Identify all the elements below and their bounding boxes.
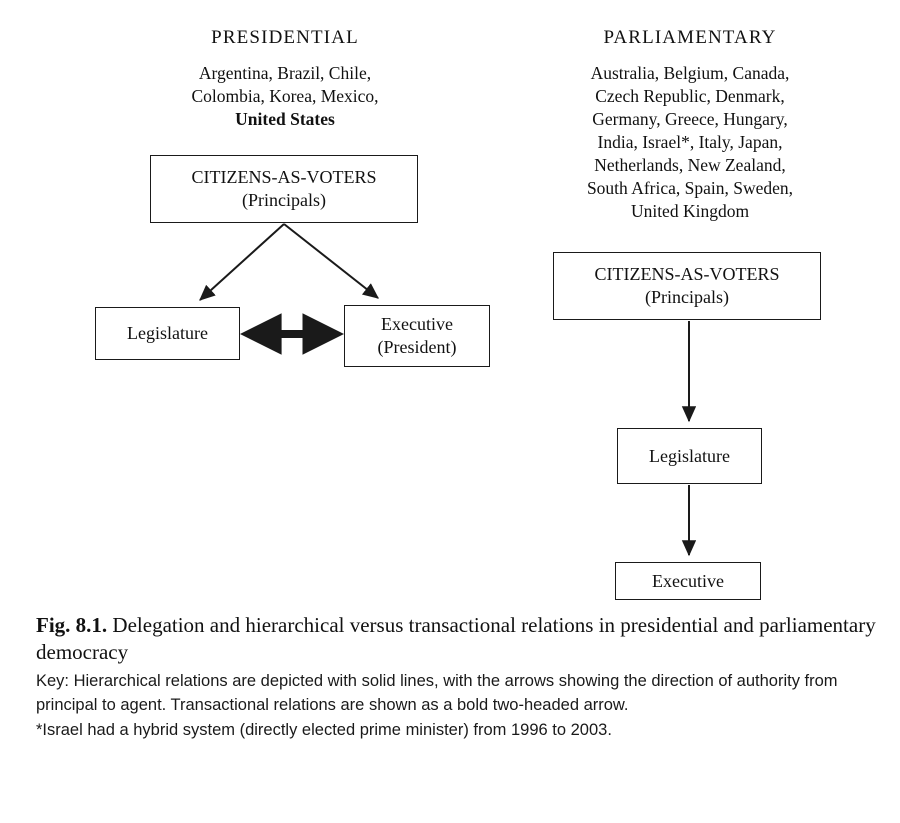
country-line: India, Israel*, Italy, Japan, (597, 132, 783, 152)
country-line: Argentina, Brazil, Chile, (198, 63, 372, 83)
box-executive-parliamentary (615, 562, 761, 600)
box-line-1: Executive (381, 314, 453, 334)
country-list-parliamentary (540, 62, 840, 223)
figure-caption (36, 612, 876, 742)
country-line: Australia, Belgium, Canada, (590, 63, 790, 83)
box-line-1: CITIZENS-AS-VOTERS (191, 167, 377, 187)
caption-title-text: Delegation and hierarchical versus transactional relations in presidential and parliamentary democracy (36, 613, 876, 664)
column-heading-parliamentary: PARLIAMENTARY (603, 27, 777, 48)
box-legislature-parliamentary (617, 428, 762, 484)
country-line-highlight: United States (235, 109, 335, 129)
column-heading-presidential: PRESIDENTIAL (211, 27, 359, 48)
country-line: Netherlands, New Zealand, (594, 155, 786, 175)
box-line-2: (Principals) (242, 190, 326, 210)
box-line-1: Executive (652, 570, 724, 591)
caption-title (36, 612, 876, 666)
country-line: Colombia, Korea, Mexico, (191, 86, 379, 106)
box-citizens-parliamentary (553, 252, 821, 320)
box-legislature-presidential (95, 307, 240, 360)
country-line: Czech Republic, Denmark, (595, 86, 785, 106)
caption-key: Key: Hierarchical relations are depicted with solid lines, with the arrows showing the direction of authority from principal to agent. Transactional relations are shown as a bold two-headed arrow. (36, 672, 838, 714)
country-line: Germany, Greece, Hungary, (592, 109, 788, 129)
country-line: South Africa, Spain, Sweden, (586, 178, 794, 198)
caption-figure-label: Fig. 8.1. (36, 613, 108, 637)
box-line-2: (President) (377, 337, 457, 357)
box-line-2: (Principals) (645, 287, 729, 307)
box-executive-presidential (344, 305, 490, 367)
country-list-presidential (125, 62, 445, 131)
box-citizens-presidential (150, 155, 418, 223)
box-line-1: Legislature (127, 323, 208, 343)
box-line-1: CITIZENS-AS-VOTERS (594, 264, 780, 284)
arrow-citizens-to-executive-presidential (284, 224, 378, 298)
box-line-1: Legislature (649, 445, 730, 466)
country-line: United Kingdom (630, 201, 750, 221)
caption-footnote: *Israel had a hybrid system (directly elected prime minister) from 1996 to 2003. (36, 721, 612, 739)
arrow-citizens-to-legislature-presidential (200, 224, 284, 300)
